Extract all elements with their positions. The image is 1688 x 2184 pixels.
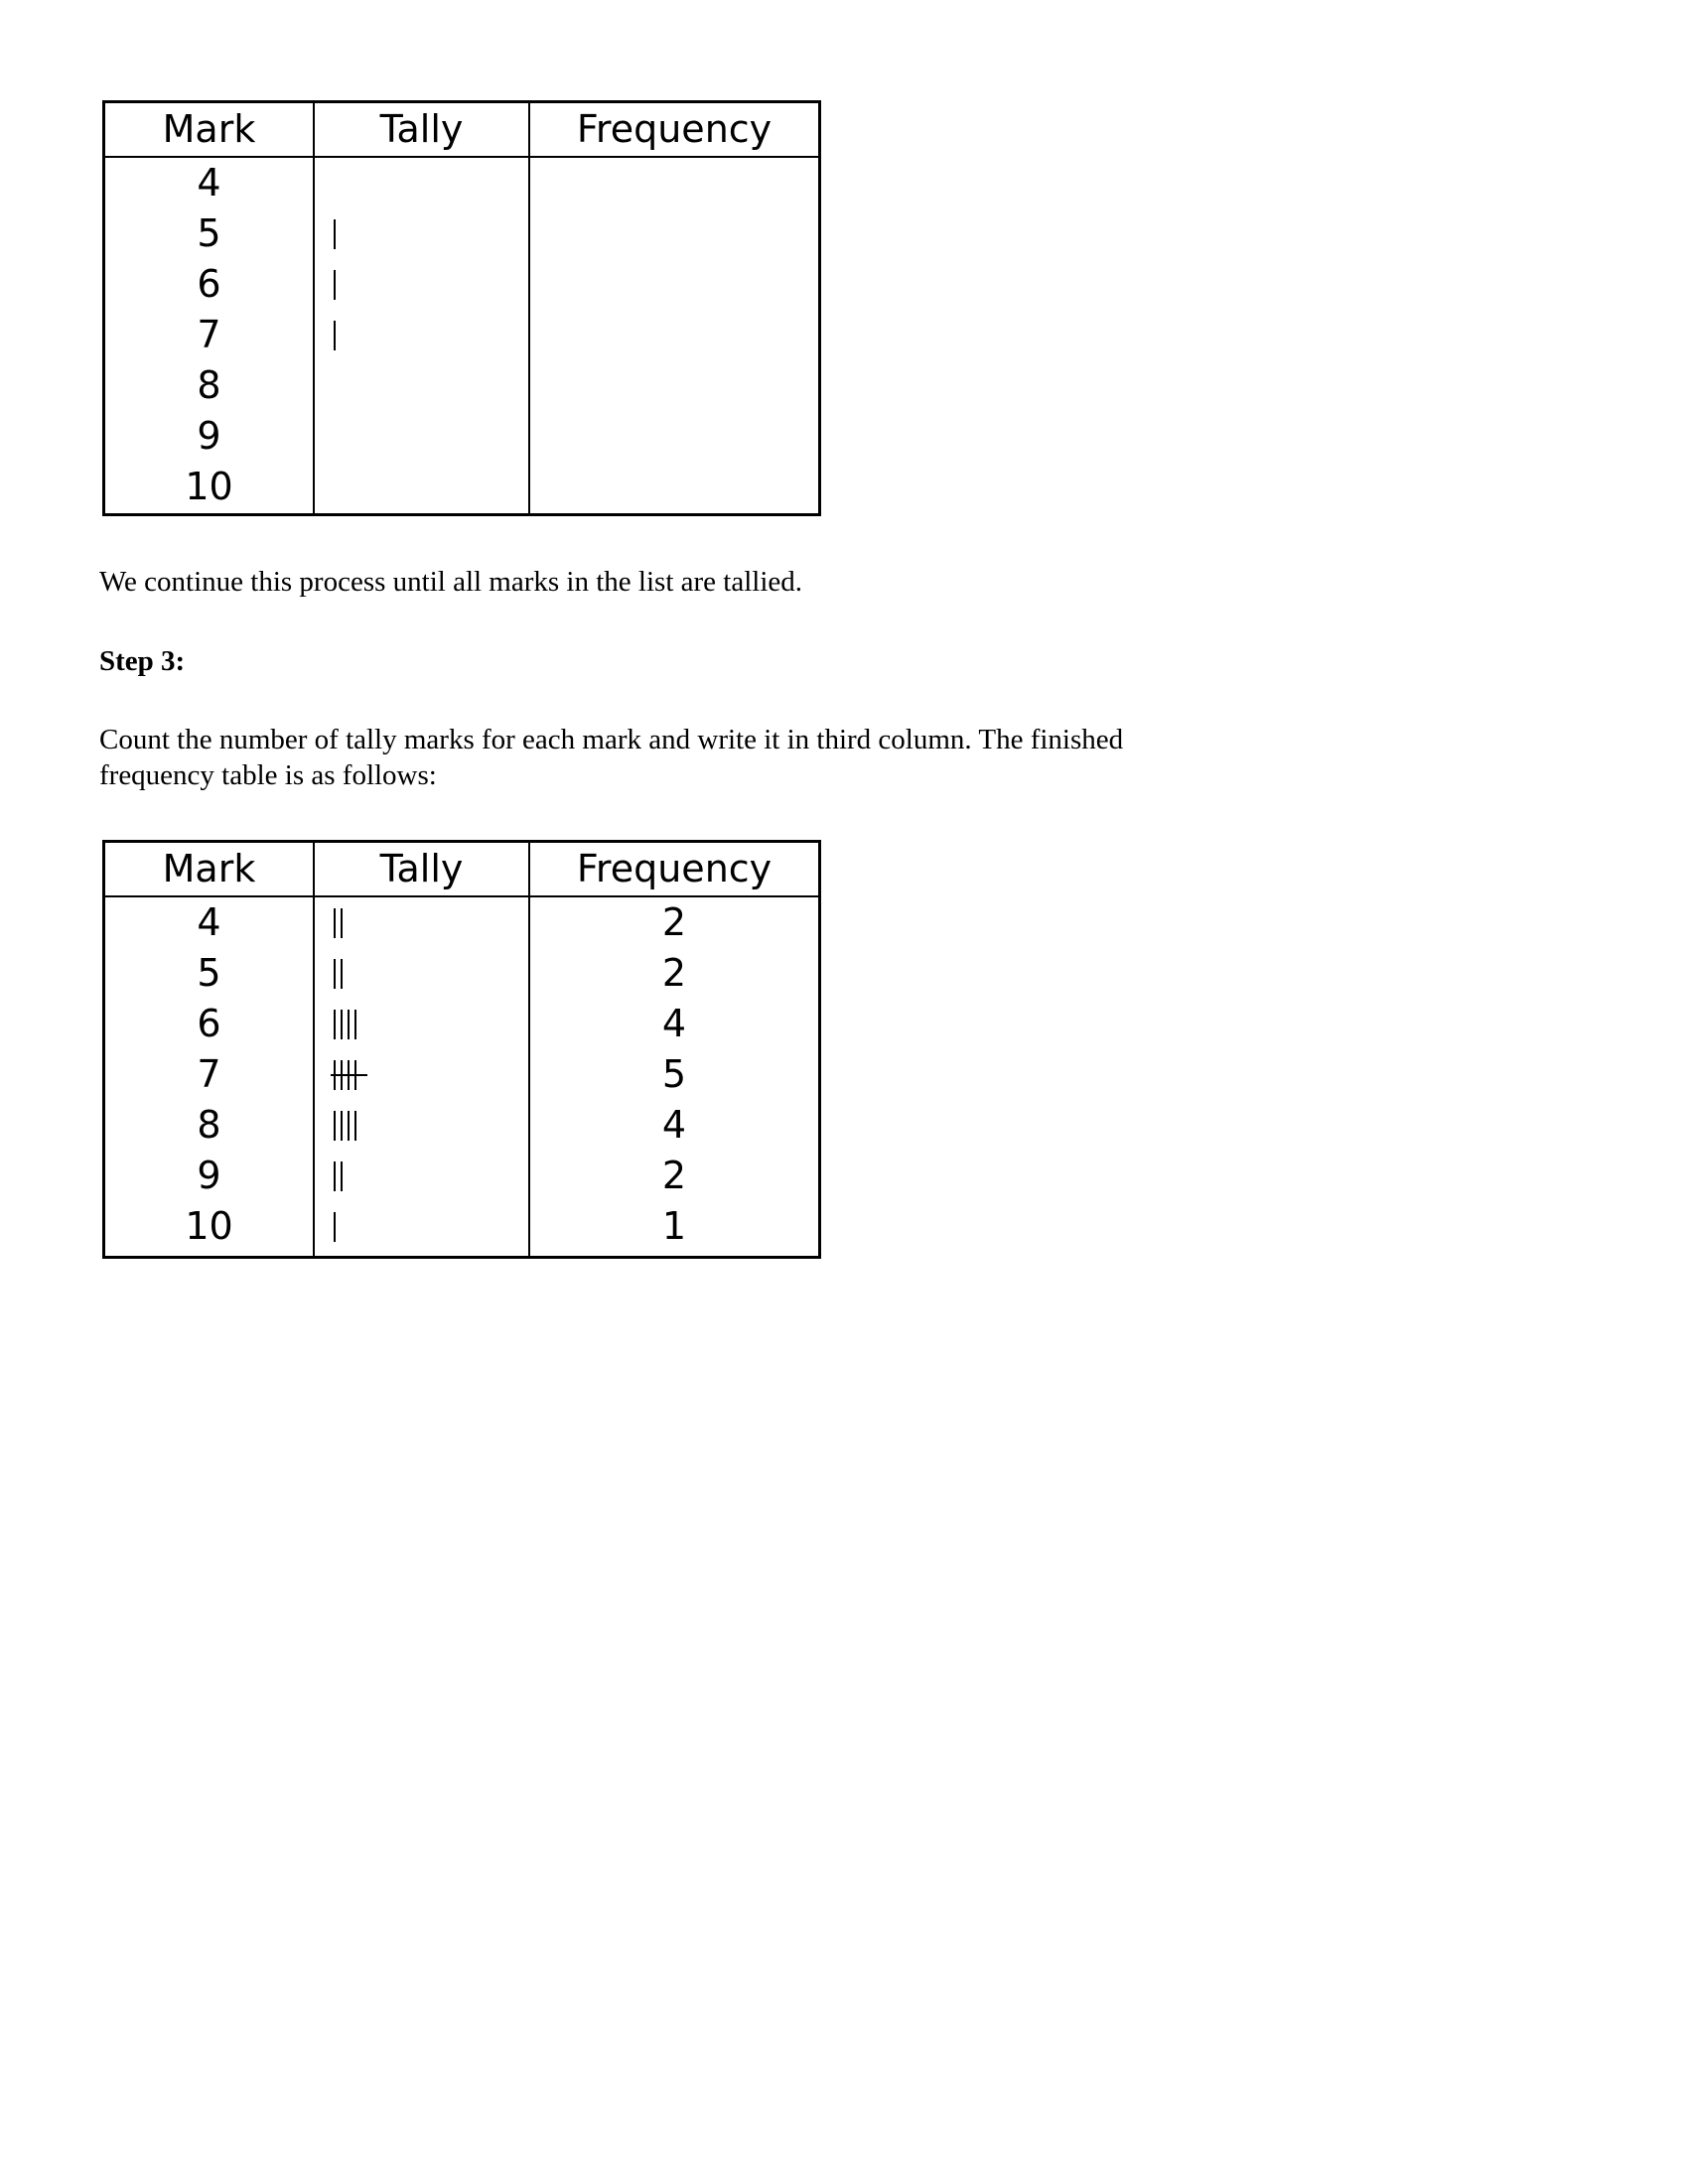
mark-cell: 4 xyxy=(197,900,221,944)
frequency-cell: 1 xyxy=(661,1204,687,1248)
mark-cell: 6 xyxy=(197,1002,221,1045)
table-row xyxy=(105,158,818,208)
table-row xyxy=(105,462,818,512)
table-row xyxy=(105,1151,818,1201)
frequency-cell xyxy=(530,462,818,512)
mark-cell: 4 xyxy=(197,161,221,205)
tally-marks xyxy=(331,216,352,252)
tally-svg xyxy=(331,1108,373,1144)
mark-cell: 10 xyxy=(185,1204,233,1248)
tally-svg xyxy=(331,318,352,353)
mark-cell: 6 xyxy=(197,262,221,306)
header-mark: Mark xyxy=(162,847,256,890)
tally-svg xyxy=(331,1007,373,1042)
mark-cell: 9 xyxy=(197,1154,221,1197)
frequency-cell xyxy=(530,208,818,259)
count-paragraph xyxy=(99,722,1123,793)
frequency-cell xyxy=(530,259,818,310)
header-tally: Tally xyxy=(379,107,464,151)
table-row xyxy=(105,310,818,360)
mark-cell: 7 xyxy=(197,1052,221,1096)
tally-svg xyxy=(331,216,352,252)
table-row xyxy=(105,411,818,462)
mark-cell: 5 xyxy=(197,951,221,995)
table-row xyxy=(105,1100,818,1151)
tally-marks xyxy=(331,956,359,992)
frequency-cell xyxy=(530,411,818,462)
frequency-cell: 4 xyxy=(661,1002,687,1045)
tally-table-partial xyxy=(102,100,821,516)
tally-svg xyxy=(331,1057,373,1093)
frequency-cell: 2 xyxy=(661,1154,687,1197)
frequency-table-finished xyxy=(102,840,821,1259)
tally-marks xyxy=(331,1209,352,1245)
table-row xyxy=(105,1201,818,1252)
tally-marks xyxy=(331,318,352,353)
frequency-cell: 4 xyxy=(661,1103,687,1147)
header-tally: Tally xyxy=(379,847,464,890)
tally-marks xyxy=(331,1007,373,1042)
table-row xyxy=(105,360,818,411)
tally-svg xyxy=(331,267,352,303)
header-frequency: Frequency xyxy=(576,107,773,151)
table-row xyxy=(105,999,818,1049)
step-3-heading: Step 3: xyxy=(99,645,186,677)
mark-cell: 9 xyxy=(197,414,221,458)
continue-paragraph: We continue this process until all marks in the list are tallied. xyxy=(99,566,802,598)
tally-marks xyxy=(331,267,352,303)
tally-marks xyxy=(331,1057,373,1093)
table-row xyxy=(105,208,818,259)
mark-cell: 5 xyxy=(197,211,221,255)
count-paragraph-line: Count the number of tally marks for each mark and write it in third column. The finished xyxy=(99,724,1124,755)
table-header xyxy=(105,103,818,158)
frequency-cell: 2 xyxy=(661,900,687,944)
table-row xyxy=(105,1049,818,1100)
count-paragraph-line: frequency table is as follows: xyxy=(99,759,437,791)
tally-svg xyxy=(331,905,359,941)
tally-marks xyxy=(331,1159,359,1194)
header-frequency: Frequency xyxy=(576,847,773,890)
tally-svg xyxy=(331,1159,359,1194)
frequency-cell xyxy=(530,158,818,208)
mark-cell: 8 xyxy=(197,363,221,407)
tally-svg xyxy=(331,956,359,992)
header-mark: Mark xyxy=(162,107,256,151)
frequency-cell: 5 xyxy=(661,1052,687,1096)
mark-cell: 7 xyxy=(197,313,221,356)
tally-svg xyxy=(331,1209,352,1245)
tally-marks xyxy=(331,1108,373,1144)
table-row xyxy=(105,948,818,999)
frequency-cell xyxy=(530,310,818,360)
table-row xyxy=(105,259,818,310)
mark-cell: 8 xyxy=(197,1103,221,1147)
table-row xyxy=(105,897,818,948)
tally-marks xyxy=(331,905,359,941)
frequency-cell: 2 xyxy=(661,951,687,995)
mark-cell: 10 xyxy=(185,465,233,508)
frequency-cell xyxy=(530,360,818,411)
table-header xyxy=(105,843,818,897)
